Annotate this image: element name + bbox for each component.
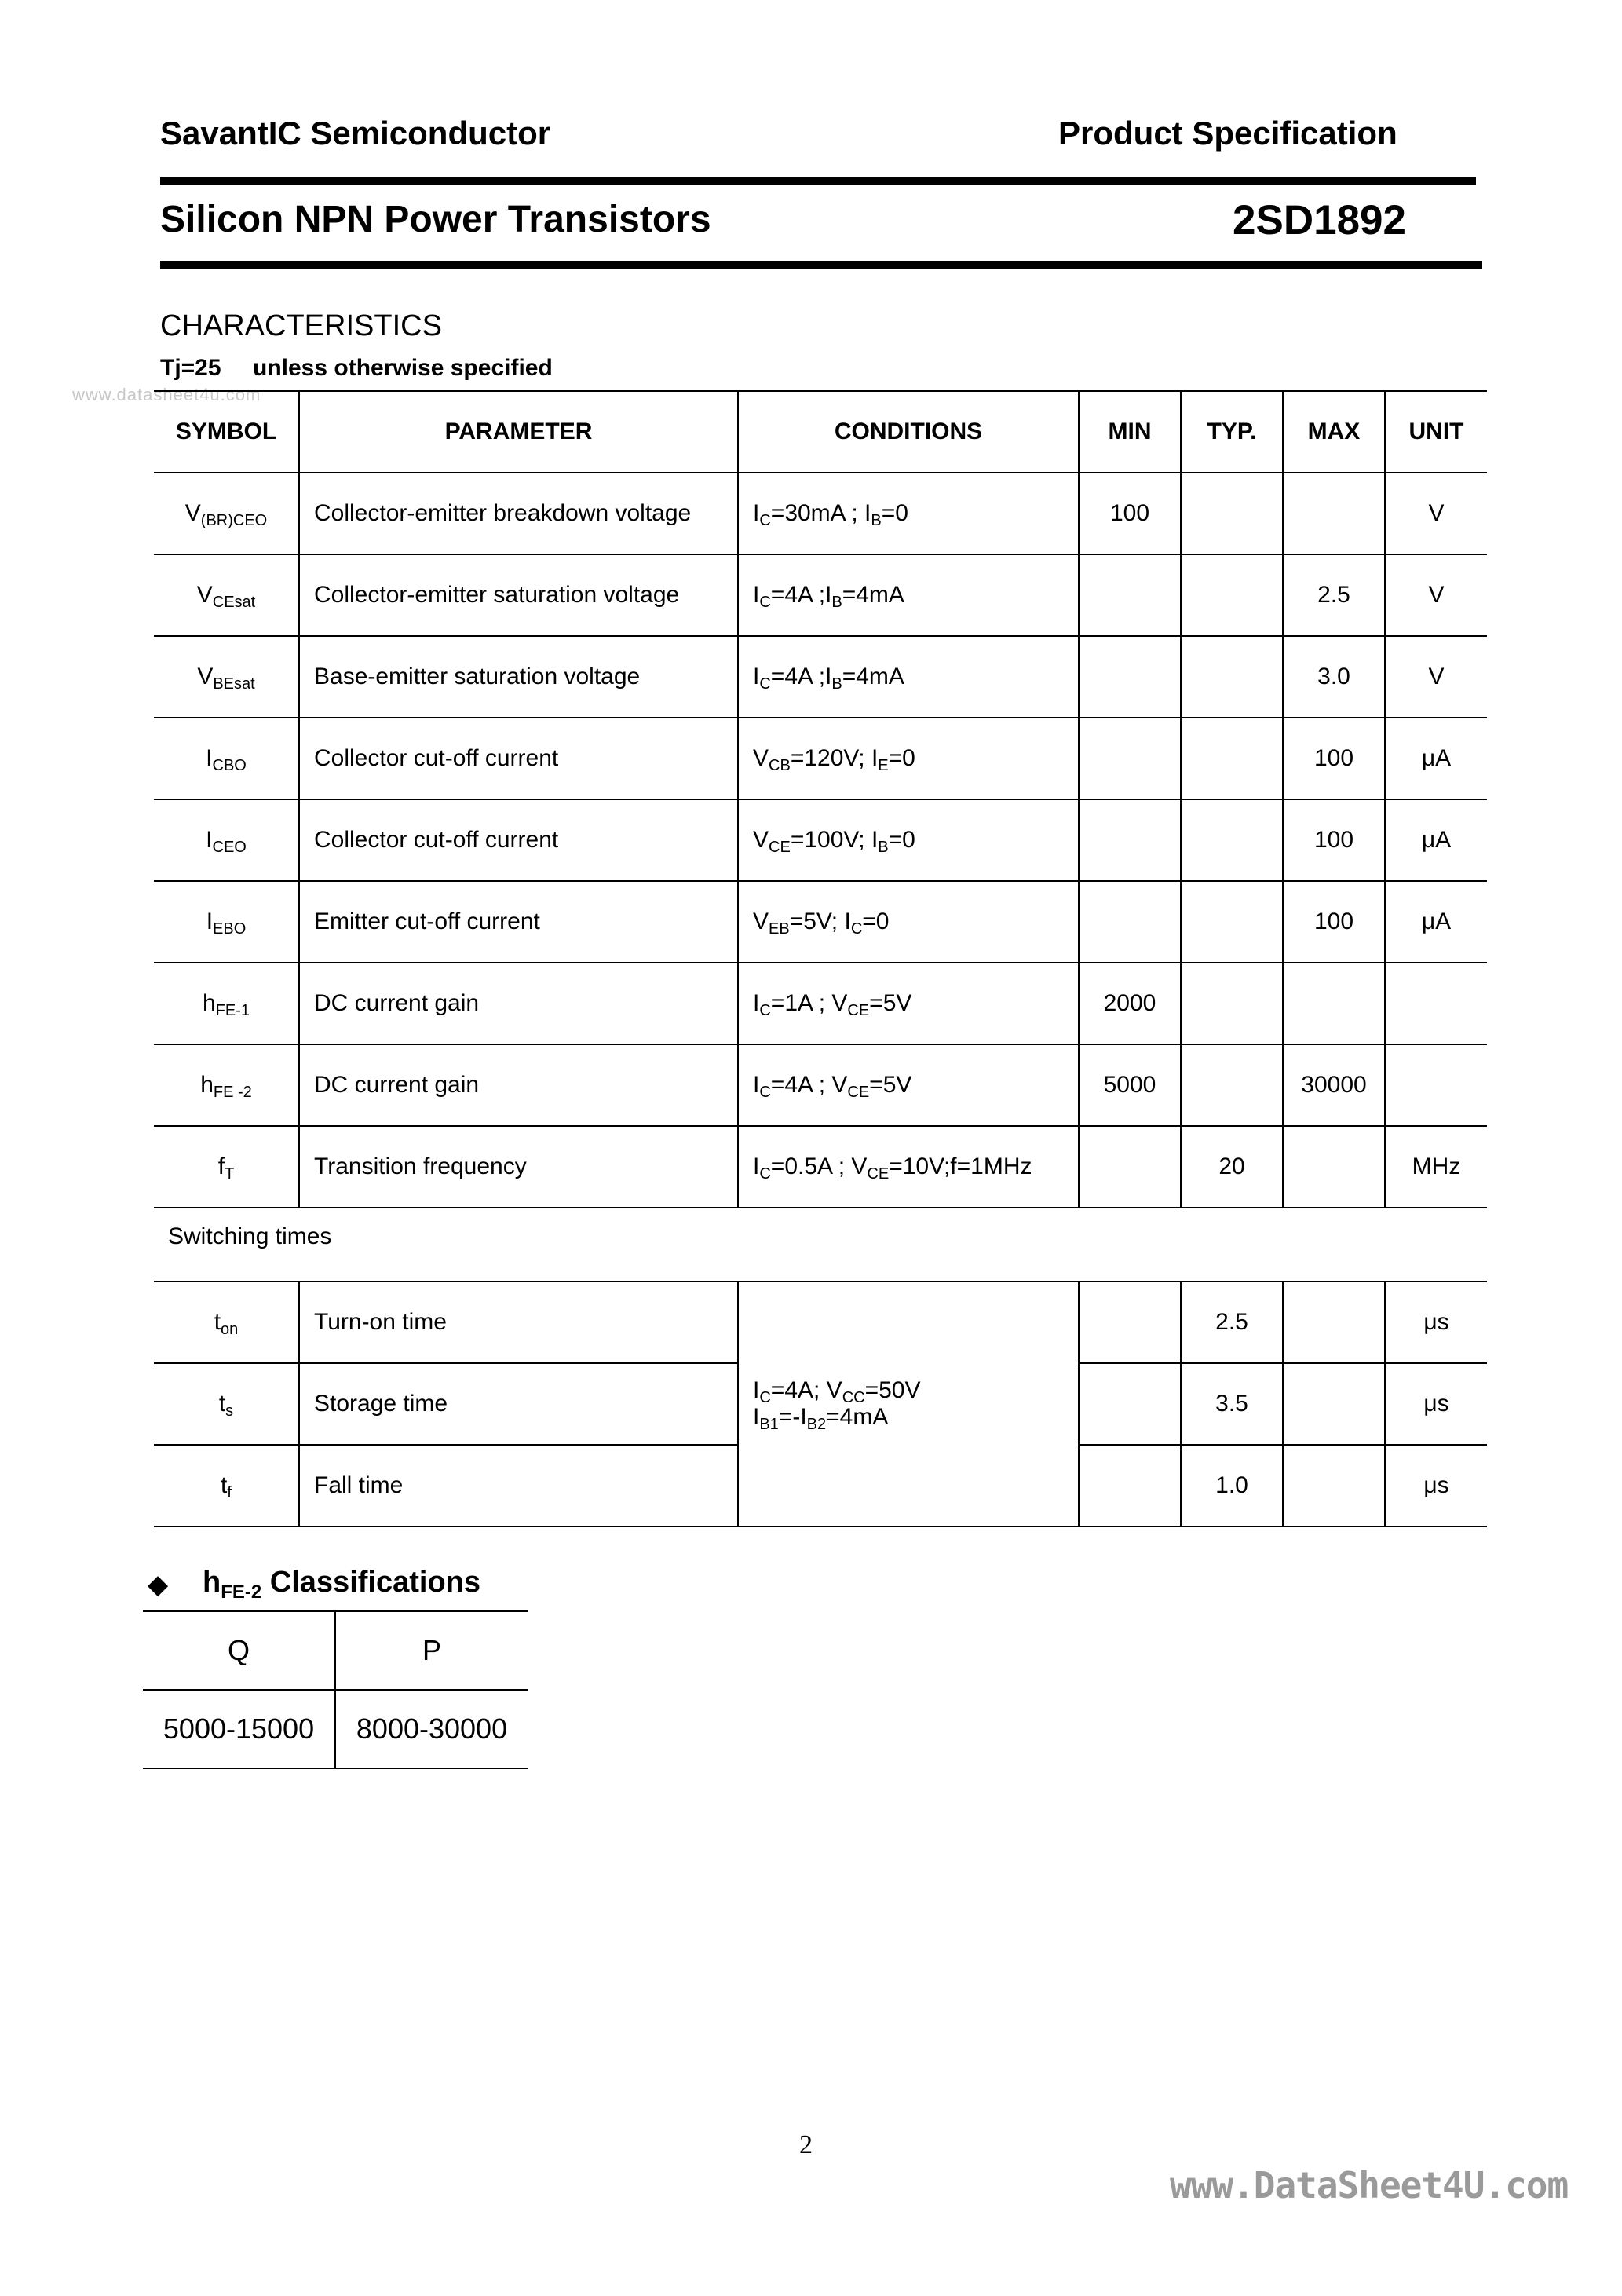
max-cell <box>1283 1363 1385 1445</box>
condition-subscript: CB <box>769 757 791 774</box>
symbol-subscript: FE -2 <box>213 1084 252 1101</box>
symbol-cell <box>154 799 299 881</box>
unit-cell: V <box>1385 554 1487 636</box>
unit-cell: μA <box>1385 718 1487 799</box>
condition-text: =4mA <box>826 1404 889 1430</box>
condition-text: =-I <box>778 1404 807 1430</box>
part-number: 2SD1892 <box>1233 197 1407 243</box>
parameter-cell: Transition frequency <box>299 1126 738 1208</box>
symbol-subscript: f <box>227 1484 232 1501</box>
classification-title <box>203 1566 480 1603</box>
condition-subscript: CC <box>842 1389 865 1406</box>
spec-type: Product Specification <box>1058 115 1397 152</box>
typ-cell <box>1181 718 1283 799</box>
condition-subscript: C <box>759 1165 771 1183</box>
condition-subscript: CE <box>847 1002 870 1019</box>
table-row <box>154 799 1487 881</box>
condition-text: =4mA <box>842 664 904 689</box>
parameter-cell: Turn-on time <box>299 1281 738 1363</box>
parameter-cell: Collector cut-off current <box>299 799 738 881</box>
section-title: CHARACTERISTICS <box>160 309 442 342</box>
condition-text: =0.5A ; V <box>770 1153 868 1179</box>
min-cell <box>1079 1445 1181 1526</box>
typ-cell <box>1181 881 1283 963</box>
symbol-cell <box>154 1126 299 1208</box>
symbol-main: I <box>206 909 214 934</box>
condition-note: unless otherwise specified <box>253 355 553 381</box>
switching-conditions-line-2 <box>753 1404 1078 1431</box>
symbol-cell <box>154 718 299 799</box>
table-row <box>154 881 1487 963</box>
condition-subscript: C <box>759 594 771 611</box>
symbol-main: t <box>218 1391 226 1417</box>
symbol-subscript: CBO <box>212 757 247 774</box>
class-q: Q <box>143 1611 335 1690</box>
header-divider <box>160 177 1476 185</box>
symbol-main: h <box>200 1072 214 1098</box>
symbol-main: V <box>184 500 201 526</box>
symbol-cell <box>154 473 299 554</box>
header-unit: UNIT <box>1385 391 1487 473</box>
condition-text: =100V; I <box>790 827 879 853</box>
classification-table <box>143 1610 528 1769</box>
switching-conditions-line-1 <box>753 1377 1078 1404</box>
typ-cell <box>1181 473 1283 554</box>
min-cell: 2000 <box>1079 963 1181 1044</box>
condition-text: I <box>753 1377 760 1403</box>
typ-cell <box>1181 636 1283 718</box>
typ-cell <box>1181 963 1283 1044</box>
conditions-cell <box>738 554 1079 636</box>
symbol-main: I <box>206 827 213 853</box>
max-cell: 3.0 <box>1283 636 1385 718</box>
symbol-cell <box>154 636 299 718</box>
min-cell <box>1079 718 1181 799</box>
symbol-main: V <box>196 582 213 608</box>
parameter-cell: Fall time <box>299 1445 738 1526</box>
max-cell <box>1283 1445 1385 1526</box>
table-row <box>154 1044 1487 1126</box>
condition-subscript: CE <box>769 839 791 856</box>
min-cell <box>1079 881 1181 963</box>
conditions-cell <box>738 1126 1079 1208</box>
parameter-cell: DC current gain <box>299 963 738 1044</box>
symbol-cell <box>154 963 299 1044</box>
unit-cell <box>1385 963 1487 1044</box>
condition-text: =10V;f=1MHz <box>889 1153 1032 1179</box>
header-min: MIN <box>1079 391 1181 473</box>
condition-subscript: B <box>871 512 882 529</box>
max-cell: 100 <box>1283 799 1385 881</box>
condition-text: I <box>753 990 760 1016</box>
diamond-bullet-icon: ◆ <box>148 1570 169 1600</box>
symbol-subscript: (BR)CEO <box>200 512 268 529</box>
condition-text: I <box>753 664 760 689</box>
symbol-main: t <box>214 1309 221 1335</box>
max-cell: 30000 <box>1283 1044 1385 1126</box>
typ-cell <box>1181 554 1283 636</box>
table-row <box>154 1126 1487 1208</box>
parameter-cell: DC current gain <box>299 1044 738 1126</box>
min-cell <box>1079 636 1181 718</box>
condition-subscript: C <box>759 675 771 693</box>
characteristics-table <box>154 390 1487 1208</box>
page-number: 2 <box>799 2130 813 2159</box>
symbol-subscript: s <box>225 1402 234 1420</box>
symbol-subscript: CEsat <box>212 594 256 611</box>
symbol-subscript: CEO <box>212 839 247 856</box>
symbol-main: V <box>197 664 214 689</box>
parameter-cell: Storage time <box>299 1363 738 1445</box>
symbol-cell <box>154 1044 299 1126</box>
condition-text: =4A ;I <box>770 664 832 689</box>
condition-text: I <box>753 1072 760 1098</box>
table-header-row <box>154 391 1487 473</box>
classification-title-rest: Classifications <box>261 1566 480 1599</box>
switching-times-label: Switching times <box>168 1223 332 1249</box>
max-cell <box>1283 473 1385 554</box>
condition-text: I <box>753 1404 760 1430</box>
table-row <box>154 554 1487 636</box>
table-row <box>154 718 1487 799</box>
typ-cell: 2.5 <box>1181 1281 1283 1363</box>
table-row <box>154 473 1487 554</box>
condition-text: I <box>753 500 760 526</box>
min-cell: 5000 <box>1079 1044 1181 1126</box>
symbol-cell <box>154 1445 299 1526</box>
max-cell: 100 <box>1283 881 1385 963</box>
condition-text: =50V <box>864 1377 921 1403</box>
parameter-cell: Emitter cut-off current <box>299 881 738 963</box>
unit-cell: V <box>1385 636 1487 718</box>
condition-text: =120V; I <box>790 745 879 771</box>
typ-cell <box>1181 1044 1283 1126</box>
symbol-subscript: on <box>221 1321 239 1338</box>
table-row <box>154 963 1487 1044</box>
condition-text: =0 <box>881 500 908 526</box>
product-title: Silicon NPN Power Transistors <box>160 199 711 240</box>
symbol-cell <box>154 1363 299 1445</box>
condition-text: =0 <box>888 745 915 771</box>
condition-subscript: C <box>759 1084 771 1101</box>
header-symbol: SYMBOL <box>154 391 299 473</box>
typ-cell: 1.0 <box>1181 1445 1283 1526</box>
condition-subscript: B1 <box>759 1416 779 1433</box>
temperature-condition: Tj=25 <box>160 355 221 381</box>
condition-subscript: CE <box>867 1165 890 1183</box>
watermark-large: www.DataSheet4U.com <box>1170 2164 1569 2206</box>
unit-cell: V <box>1385 473 1487 554</box>
max-cell: 2.5 <box>1283 554 1385 636</box>
unit-cell: μA <box>1385 881 1487 963</box>
symbol-subscript: T <box>225 1165 235 1183</box>
condition-subscript: C <box>759 1002 771 1019</box>
parameter-cell: Collector-emitter breakdown voltage <box>299 473 738 554</box>
symbol-main: f <box>217 1153 225 1179</box>
conditions-cell <box>738 799 1079 881</box>
symbol-cell <box>154 554 299 636</box>
company-name: SavantIC Semiconductor <box>160 115 551 152</box>
condition-text: =4mA <box>842 582 904 608</box>
header-typ: TYP. <box>1181 391 1283 473</box>
header-max: MAX <box>1283 391 1385 473</box>
conditions-cell <box>738 636 1079 718</box>
table-row <box>154 636 1487 718</box>
symbol-cell <box>154 1281 299 1363</box>
min-cell <box>1079 799 1181 881</box>
condition-text: =5V <box>869 990 912 1016</box>
condition-text: =5V <box>869 1072 912 1098</box>
condition-text: =4A; V <box>770 1377 842 1403</box>
watermark-small: www.datasheet4u.com <box>72 385 261 404</box>
min-cell <box>1079 554 1181 636</box>
title-divider <box>160 261 1482 269</box>
symbol-subscript: FE-1 <box>215 1002 250 1019</box>
unit-cell: MHz <box>1385 1126 1487 1208</box>
unit-cell: μs <box>1385 1281 1487 1363</box>
condition-text: =4A ; V <box>770 1072 848 1098</box>
condition-text: =4A ;I <box>770 582 832 608</box>
symbol-main: t <box>221 1472 228 1498</box>
symbol-subscript: EBO <box>213 920 247 938</box>
max-cell <box>1283 963 1385 1044</box>
classification-header-row <box>143 1611 528 1690</box>
min-cell <box>1079 1363 1181 1445</box>
condition-subscript: C <box>759 1389 771 1406</box>
unit-cell: μs <box>1385 1363 1487 1445</box>
classification-title-main: h <box>203 1566 221 1599</box>
header-conditions: CONDITIONS <box>738 391 1079 473</box>
typ-cell: 20 <box>1181 1126 1283 1208</box>
condition-subscript: C <box>850 920 863 938</box>
condition-text: =0 <box>862 909 890 934</box>
condition-text: V <box>753 827 769 853</box>
condition-subscript: EB <box>769 920 790 938</box>
unit-cell: μA <box>1385 799 1487 881</box>
symbol-main: h <box>202 990 216 1016</box>
conditions-cell <box>738 473 1079 554</box>
symbol-main: I <box>206 745 213 771</box>
min-cell <box>1079 1281 1181 1363</box>
typ-cell: 3.5 <box>1181 1363 1283 1445</box>
parameter-cell: Collector cut-off current <box>299 718 738 799</box>
condition-text: =1A ; V <box>770 990 848 1016</box>
condition-subscript: E <box>878 757 889 774</box>
condition-subscript: CE <box>847 1084 870 1101</box>
typ-cell <box>1181 799 1283 881</box>
conditions-cell <box>738 881 1079 963</box>
classification-title-sub: FE-2 <box>221 1581 262 1603</box>
parameter-cell: Base-emitter saturation voltage <box>299 636 738 718</box>
max-cell <box>1283 1281 1385 1363</box>
symbol-subscript: BEsat <box>213 675 255 693</box>
symbol-cell <box>154 881 299 963</box>
condition-text: I <box>753 1153 760 1179</box>
condition-text: =5V; I <box>789 909 851 934</box>
conditions-cell <box>738 963 1079 1044</box>
min-cell: 100 <box>1079 473 1181 554</box>
condition-subscript: B <box>831 675 842 693</box>
unit-cell <box>1385 1044 1487 1126</box>
unit-cell: μs <box>1385 1445 1487 1526</box>
max-cell: 100 <box>1283 718 1385 799</box>
condition-subscript: B <box>878 839 889 856</box>
min-cell <box>1079 1126 1181 1208</box>
parameter-cell: Collector-emitter saturation voltage <box>299 554 738 636</box>
class-p-range: 8000-30000 <box>335 1690 528 1768</box>
switching-times-table <box>154 1281 1487 1527</box>
condition-subscript: B2 <box>806 1416 827 1433</box>
condition-text: =0 <box>888 827 915 853</box>
condition-text: I <box>753 582 760 608</box>
condition-subscript: B <box>831 594 842 611</box>
conditions-cell <box>738 718 1079 799</box>
header-parameter: PARAMETER <box>299 391 738 473</box>
switching-conditions-cell <box>738 1281 1079 1526</box>
switching-row <box>154 1281 1487 1363</box>
condition-text: V <box>753 909 769 934</box>
classification-value-row <box>143 1690 528 1768</box>
condition-text: =30mA ; I <box>770 500 871 526</box>
max-cell <box>1283 1126 1385 1208</box>
condition-subscript: C <box>759 512 771 529</box>
conditions-cell <box>738 1044 1079 1126</box>
condition-text: V <box>753 745 769 771</box>
class-p: P <box>335 1611 528 1690</box>
class-q-range: 5000-15000 <box>143 1690 335 1768</box>
